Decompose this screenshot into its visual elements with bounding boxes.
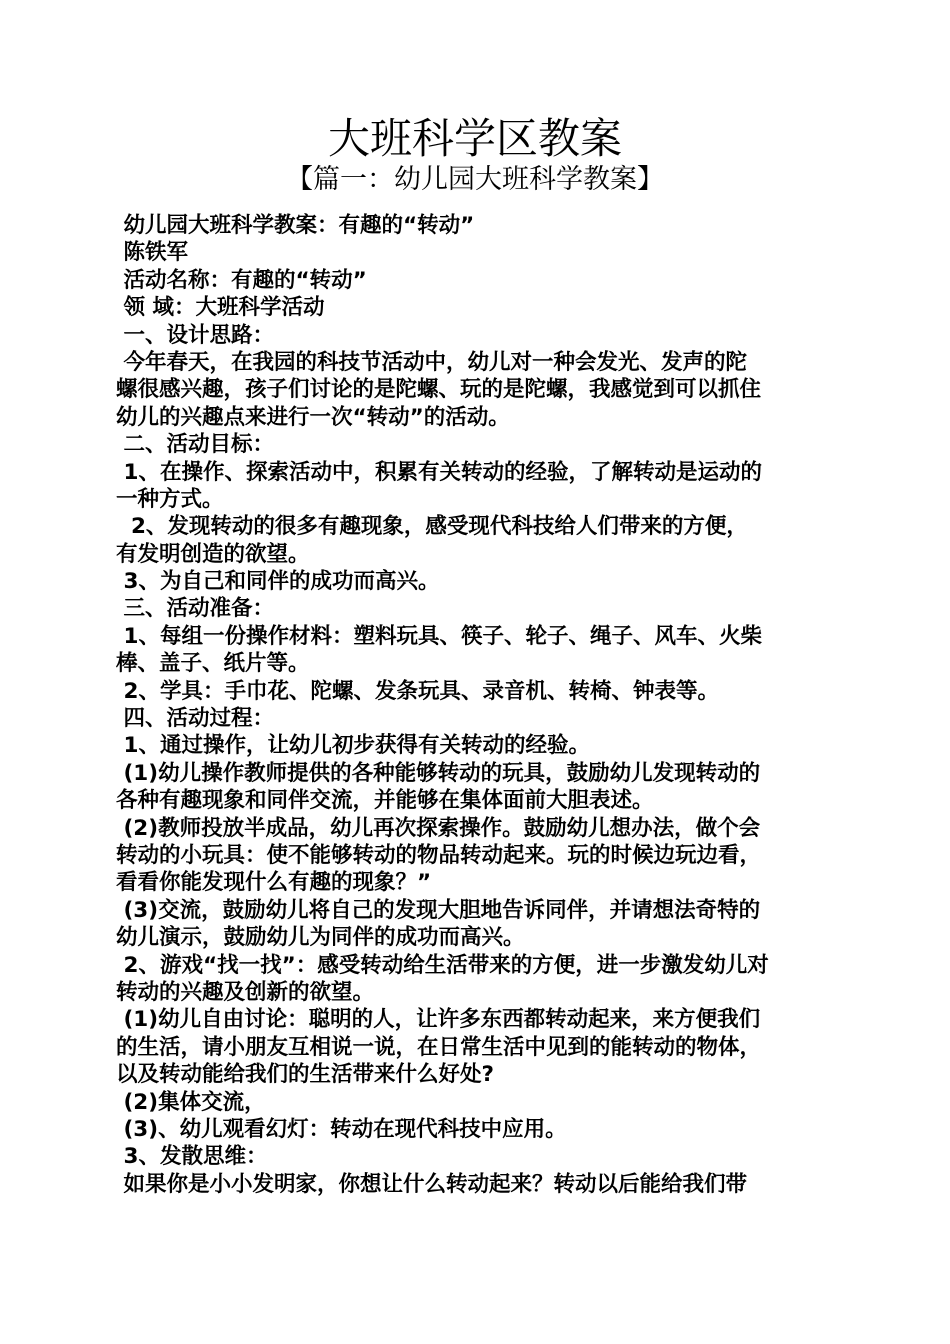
text-line: 今年春天，在我园的科技节活动中，幼儿对一种会发光、发声的陀 [116, 349, 747, 375]
text-line: 如果你是小小发明家，你想让什么转动起来？转动以后能给我们带 [116, 1171, 747, 1197]
text-line: 2、学具：手巾花、陀螺、发条玩具、录音机、转椅、钟表等。 [116, 678, 719, 704]
text-line: (2)教师投放半成品，幼儿再次探索操作。鼓励幼儿想办法，做个会 [116, 815, 761, 841]
text-line: (3)交流，鼓励幼儿将自己的发现大胆地告诉同伴，并请想法奇特的 [116, 897, 761, 923]
text-line: 2、游戏“找一找”：感受转动给生活带来的方便，进一步激发幼儿对 [116, 952, 769, 978]
text-line: 一种方式。 [116, 486, 224, 512]
text-line: 陈铁军 [116, 240, 188, 266]
text-line: 三、活动准备： [116, 596, 274, 622]
text-line: 幼儿演示，鼓励幼儿为同伴的成功而高兴。 [116, 925, 525, 951]
text-line: 有发明创造的欲望。 [116, 541, 310, 567]
text-line: 转动的兴趣及创新的欲望。 [116, 979, 375, 1005]
text-line: 四、活动过程： [116, 706, 274, 732]
text-line: 1、在操作、探索活动中，积累有关转动的经验，了解转动是运动的 [116, 459, 762, 485]
text-line: (1)幼儿自由讨论：聪明的人，让许多东西都转动起来，来方便我们 [116, 1007, 761, 1033]
text-line: 二、活动目标： [116, 432, 274, 458]
text-line: 3、为自己和同伴的成功而高兴。 [116, 569, 440, 595]
text-line: 1、每组一份操作材料：塑料玩具、筷子、轮子、绳子、风车、火柴 [116, 623, 762, 649]
text-line: 2、发现转动的很多有趣现象，感受现代科技给人们带来的方便， [116, 514, 748, 540]
text-line: 1、通过操作，让幼儿初步获得有关转动的经验。 [116, 733, 590, 759]
text-line: 幼儿园大班科学教案：有趣的“转动” [116, 213, 475, 238]
text-line: 看看你能发现什么有趣的现象？” [116, 870, 432, 896]
text-line: (1)幼儿操作教师提供的各种能够转动的玩具，鼓励幼儿发现转动的 [116, 760, 761, 786]
text-line: 以及转动能给我们的生活带来什么好处? [116, 1062, 494, 1088]
text-line: 各种有趣现象和同伴交流，并能够在集体面前大胆表述。 [116, 788, 654, 814]
document-title: 大班科学区教案 [327, 114, 622, 163]
text-line: 的生活，请小朋友互相说一说，在日常生活中见到的能转动的物体， [116, 1034, 762, 1060]
document-body [116, 212, 836, 1198]
text-line: 活动名称：有趣的“转动” [116, 267, 367, 293]
text-line: 一、设计思路： [116, 322, 274, 348]
text-line: 棒、盖子、纸片等。 [116, 651, 310, 677]
text-line: 螺很感兴趣，孩子们讨论的是陀螺、玩的是陀螺，我感觉到可以抓住 [116, 377, 762, 403]
text-line: 幼儿的兴趣点来进行一次“转动”的活动。 [116, 404, 510, 430]
text-line: 转动的小玩具：使不能够转动的物品转动起来。玩的时候边玩边看， [116, 842, 762, 868]
text-line: 领 域：大班科学活动 [116, 295, 325, 321]
text-line: (2)集体交流， [116, 1089, 266, 1115]
document-subtitle: 【篇一：幼儿园大班科学教案】 [286, 164, 664, 195]
text-line: 3、发散思维： [116, 1144, 268, 1170]
text-line: (3)、幼儿观看幻灯：转动在现代科技中应用。 [116, 1116, 567, 1142]
